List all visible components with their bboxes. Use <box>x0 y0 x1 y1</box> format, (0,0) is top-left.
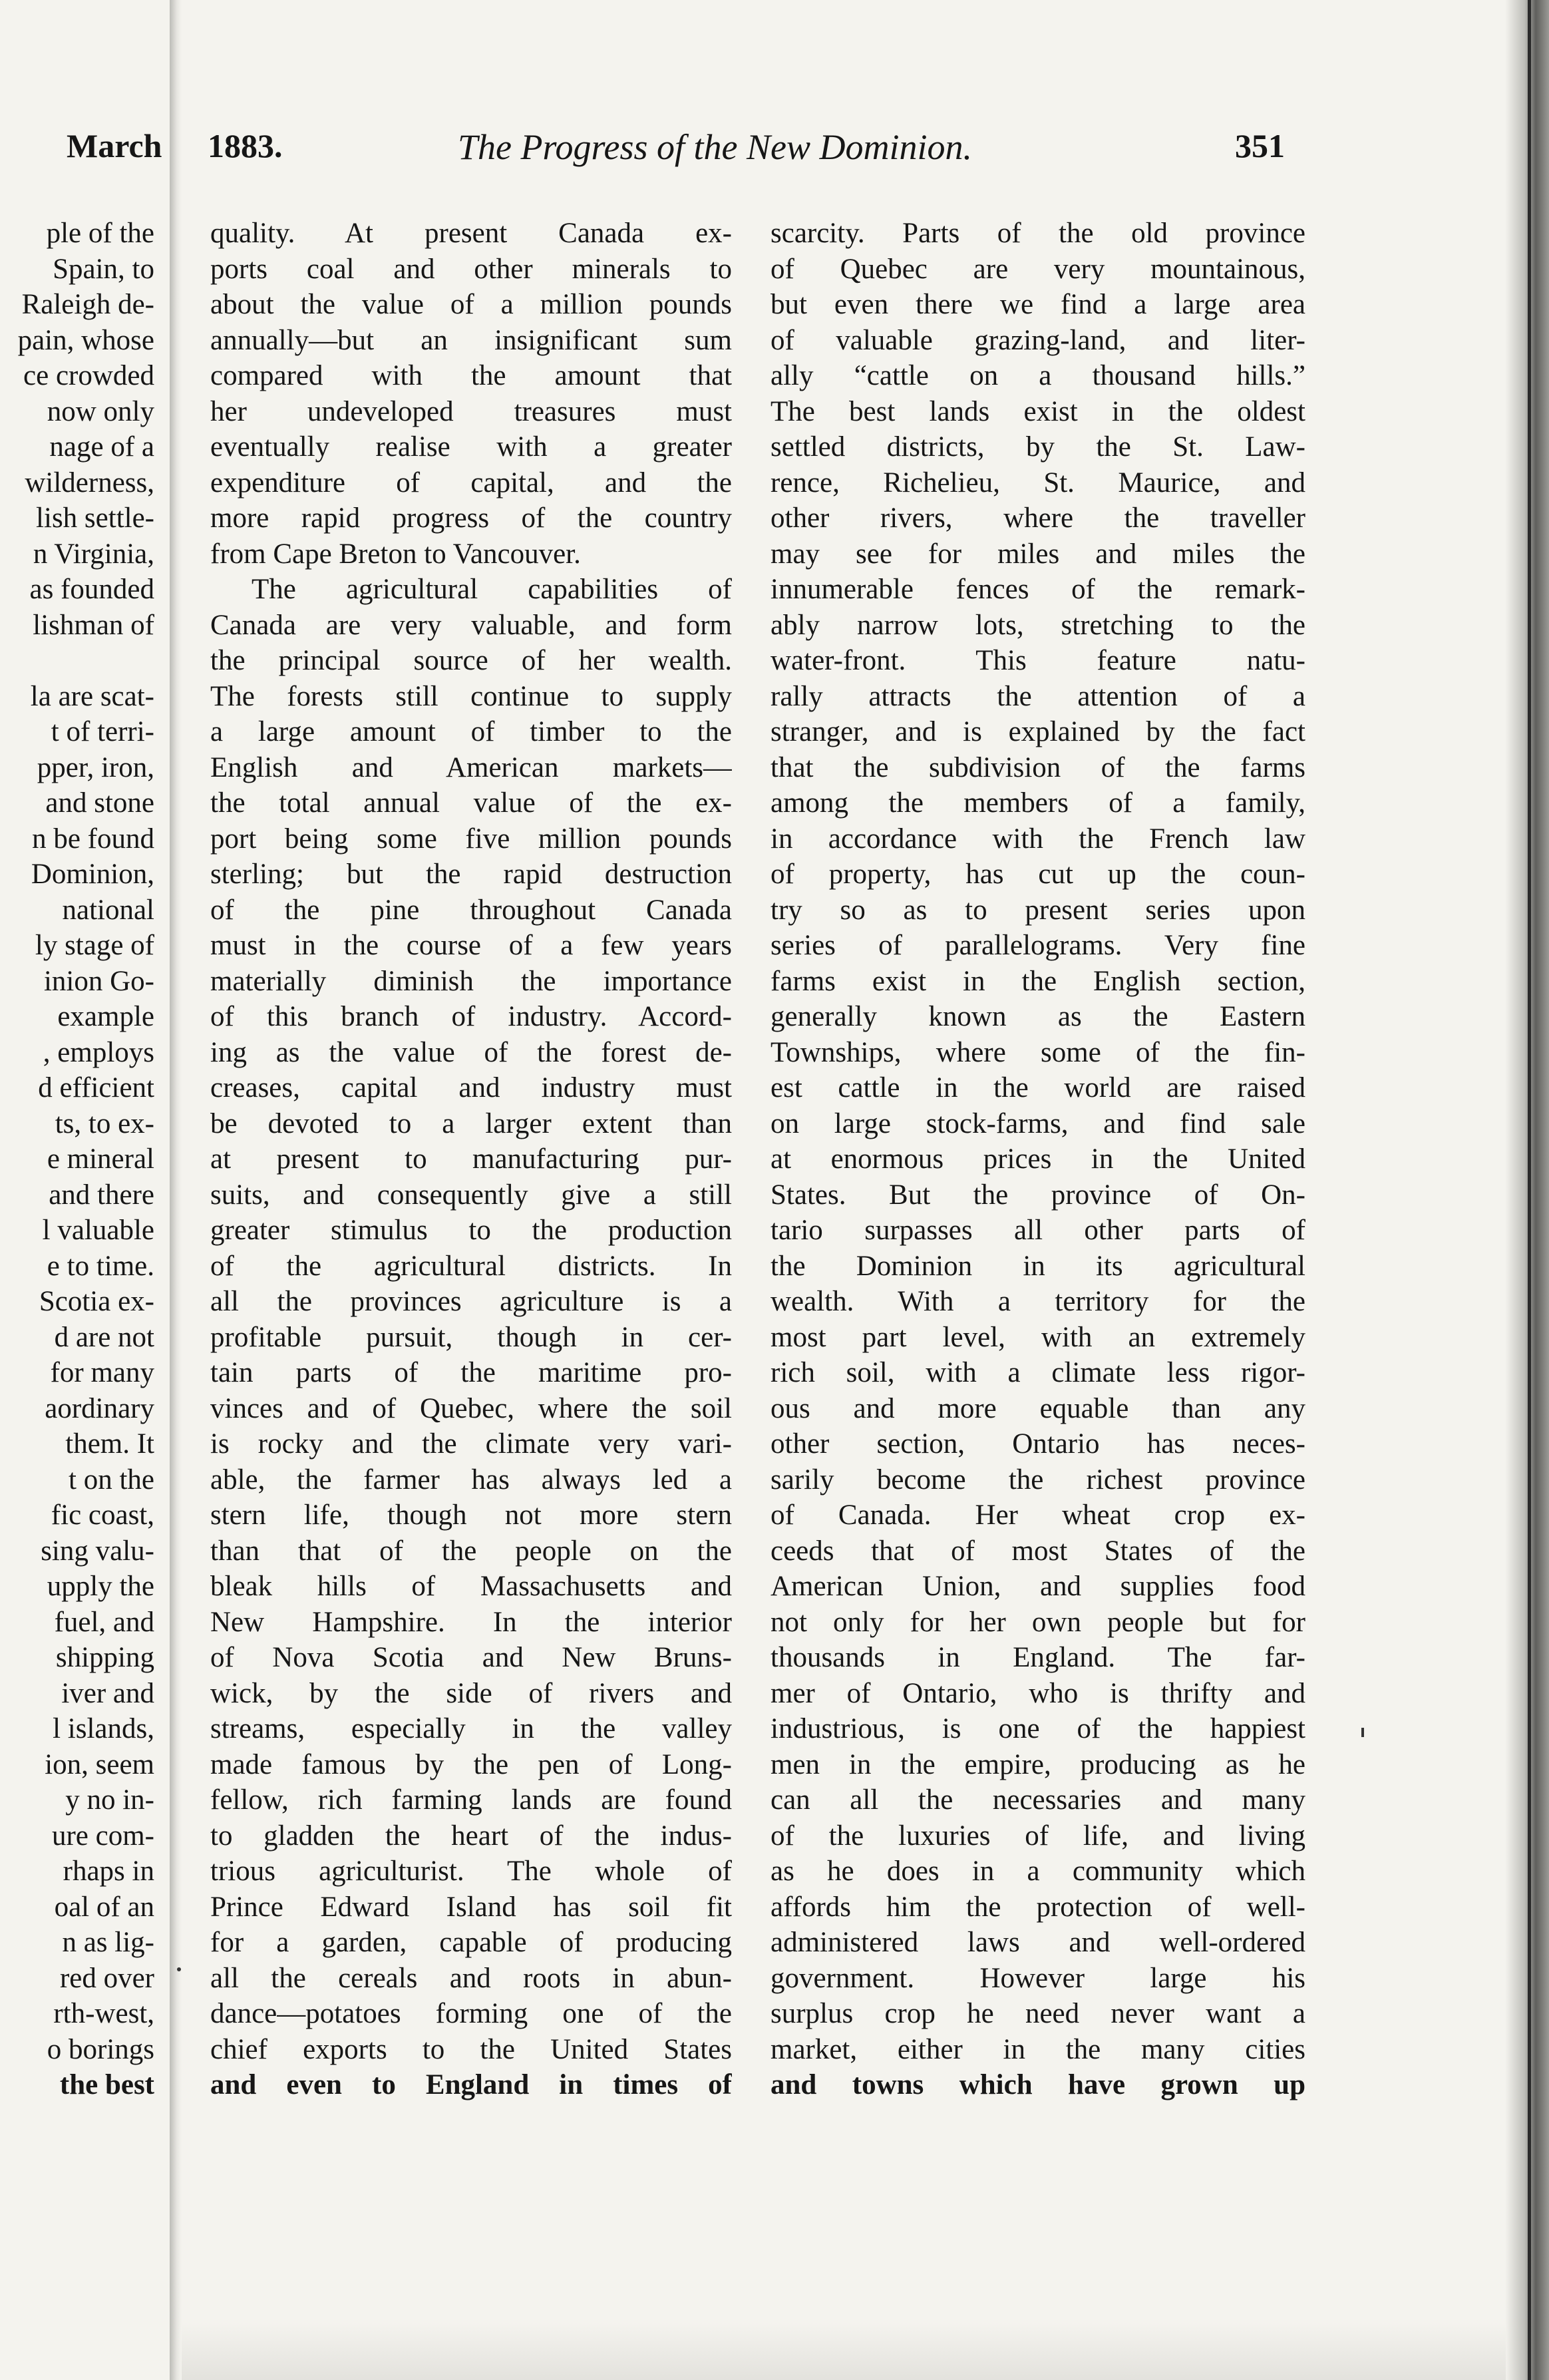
text-line: l valuable <box>42 1215 154 1246</box>
text-line: water-front. This feature natu- <box>771 645 1305 676</box>
text-line: vinces and of Quebec, where the soil <box>210 1392 732 1424</box>
text-line: of Canada. Her wheat crop ex- <box>771 1499 1305 1531</box>
text-line: creases, capital and industry must <box>210 1072 732 1103</box>
text-line: industrious, is one of the happiest <box>771 1713 1305 1744</box>
page-edge-shadow <box>1505 0 1549 2380</box>
text-line: shipping <box>55 1642 154 1673</box>
text-line: market, either in the many cities <box>771 2033 1305 2065</box>
text-line: of the pine throughout Canada <box>210 894 732 926</box>
text-line: Townships, where some of the fin- <box>771 1036 1305 1068</box>
text-line: her undeveloped treasures must <box>210 395 732 427</box>
text-line: The agricultural capabilities of <box>252 574 732 605</box>
text-line: ce crowded <box>23 360 154 391</box>
text-line: nage of a <box>49 431 154 463</box>
text-line: most part level, with an extremely <box>771 1321 1305 1353</box>
text-line: the principal source of her wealth. <box>210 645 732 676</box>
text-line: compared with the amount that <box>210 360 732 391</box>
text-line: about the value of a million pounds <box>210 289 732 320</box>
page-edge-line <box>1528 0 1531 2380</box>
text-line: l islands, <box>53 1713 154 1744</box>
text-line: example <box>57 1001 154 1032</box>
text-line: sing valu- <box>41 1535 154 1567</box>
running-head-year: 1883. <box>208 127 283 164</box>
text-line: ure com- <box>51 1820 154 1852</box>
text-line: lish settle- <box>36 502 154 534</box>
text-line: sarily become the richest province <box>771 1464 1305 1495</box>
text-line: red over <box>59 1962 154 1994</box>
text-line: d are not <box>54 1321 154 1353</box>
text-line: of the agricultural districts. In <box>210 1250 732 1282</box>
text-line: materially diminish the importance <box>210 965 732 997</box>
text-line: e to time. <box>47 1250 154 1282</box>
text-line: affords him the protection of well- <box>771 1891 1305 1923</box>
text-line: generally known as the Eastern <box>771 1001 1305 1032</box>
text-line: of property, has cut up the coun- <box>771 859 1305 890</box>
text-line: fuel, and <box>54 1606 154 1638</box>
text-line: rhaps in <box>63 1856 154 1887</box>
text-line: farms exist in the English section, <box>771 965 1305 997</box>
text-line: stern life, though not more stern <box>210 1499 732 1531</box>
text-line: other rivers, where the traveller <box>771 502 1305 534</box>
running-head-title: The Progress of the New Dominion. <box>458 127 972 167</box>
page-number: 351 <box>1235 127 1285 164</box>
text-line: lishman of <box>33 609 154 641</box>
text-line: from Cape Breton to Vancouver. <box>210 538 581 570</box>
text-line: of this branch of industry. Accord- <box>210 1001 732 1032</box>
text-line: at enormous prices in the United <box>771 1143 1305 1175</box>
text-line: may see for miles and miles the <box>771 538 1305 570</box>
text-line: the Dominion in its agricultural <box>771 1250 1305 1282</box>
text-line: streams, especially in the valley <box>210 1713 732 1744</box>
text-line: try so as to present series upon <box>771 894 1305 926</box>
text-line: English and American markets— <box>210 751 732 783</box>
text-line: tain parts of the maritime pro- <box>210 1357 732 1388</box>
margin-speck <box>177 1967 181 1971</box>
text-line: n Virginia, <box>33 538 154 570</box>
text-line: ing as the value of the forest de- <box>210 1036 732 1068</box>
text-line: suits, and consequently give a still <box>210 1179 732 1211</box>
text-line: able, the farmer has always led a <box>210 1464 732 1495</box>
text-line <box>0 643 154 679</box>
text-line: of valuable grazing-land, and liter- <box>771 324 1305 356</box>
text-line: tario surpasses all other parts of <box>771 1215 1305 1246</box>
text-line: Scotia ex- <box>39 1286 154 1317</box>
text-line: Spain, to <box>53 253 154 285</box>
text-line: of the luxuries of life, and living <box>771 1820 1305 1852</box>
text-line: rth-west, <box>53 1998 154 2029</box>
text-line: eventually realise with a greater <box>210 431 732 463</box>
text-line: surplus crop he need never want a <box>771 1998 1305 2029</box>
text-line: ous and more equable than any <box>771 1392 1305 1424</box>
text-line: upply the <box>47 1571 154 1602</box>
text-line: thousands in England. The far- <box>771 1642 1305 1673</box>
text-line: can all the necessaries and many <box>771 1784 1305 1816</box>
text-line: of Quebec are very mountainous, <box>771 253 1305 285</box>
text-line: rally attracts the attention of a <box>771 680 1305 712</box>
text-line: national <box>62 894 154 926</box>
text-line: Dominion, <box>31 859 154 890</box>
text-line: at present to manufacturing pur- <box>210 1143 732 1175</box>
text-line: on large stock-farms, and find sale <box>771 1107 1305 1139</box>
text-line: wealth. With a territory for the <box>771 1286 1305 1317</box>
text-line: scarcity. Parts of the old province <box>771 218 1305 249</box>
text-line: ably narrow lots, stretching to the <box>771 609 1305 641</box>
text-line: quality. At present Canada ex- <box>210 218 732 249</box>
text-line: of Nova Scotia and New Bruns- <box>210 1642 732 1673</box>
text-line: and even to England in times of <box>210 2069 732 2100</box>
text-line: fic coast, <box>51 1499 154 1531</box>
text-line: administered laws and well-ordered <box>771 1927 1305 1958</box>
text-line: ally “cattle on a thousand hills.” <box>771 360 1305 391</box>
text-line: pain, whose <box>17 324 154 356</box>
text-column-two <box>771 216 1305 2103</box>
text-line: stranger, and is explained by the fact <box>771 716 1305 747</box>
text-line: must in the course of a few years <box>210 930 732 961</box>
previous-page-fragment-column <box>0 216 154 2103</box>
text-line: iver and <box>61 1677 154 1709</box>
text-line: mer of Ontario, who is thrifty and <box>771 1677 1305 1709</box>
text-line: inion Go- <box>43 965 154 997</box>
text-line: t on the <box>69 1464 154 1495</box>
text-line: ple of the <box>46 218 154 249</box>
text-line: other section, Ontario has neces- <box>771 1428 1305 1460</box>
text-line: est cattle in the world are raised <box>771 1072 1305 1103</box>
text-line: oal of an <box>54 1891 154 1923</box>
text-line: all the provinces agriculture is a <box>210 1286 732 1317</box>
text-column-one <box>210 216 732 2103</box>
binding-gutter <box>170 0 182 2380</box>
text-line: e mineral <box>47 1143 154 1175</box>
text-line: and stone <box>45 787 154 819</box>
text-line: ts, to ex- <box>55 1107 154 1139</box>
text-line: dance—potatoes forming one of the <box>210 1998 732 2029</box>
text-line: Prince Edward Island has soil fit <box>210 1891 732 1923</box>
text-line: wick, by the side of rivers and <box>210 1677 732 1709</box>
text-line: made famous by the pen of Long- <box>210 1748 732 1780</box>
text-line: for a garden, capable of producing <box>210 1927 732 1958</box>
text-line: bleak hills of Massachusetts and <box>210 1571 732 1602</box>
text-line: not only for her own people but for <box>771 1606 1305 1638</box>
text-line: port being some five million pounds <box>210 823 732 855</box>
text-line: n be found <box>32 823 154 855</box>
text-line: and towns which have grown up <box>771 2069 1305 2100</box>
text-line: for many <box>50 1357 154 1388</box>
text-line: t of terri- <box>51 716 154 747</box>
text-line: in accordance with the French law <box>771 823 1305 855</box>
text-line: expenditure of capital, and the <box>210 467 732 498</box>
text-line: States. But the province of On- <box>771 1179 1305 1211</box>
text-line: Raleigh de- <box>21 289 154 320</box>
running-head-month: March <box>67 127 162 164</box>
text-line: them. It <box>65 1428 154 1460</box>
text-line: trious agriculturist. The whole of <box>210 1856 732 1887</box>
text-line: be devoted to a larger extent than <box>210 1107 732 1139</box>
text-line: New Hampshire. In the interior <box>210 1606 732 1638</box>
text-line: profitable pursuit, though in cer- <box>210 1321 732 1353</box>
text-line: Canada are very valuable, and form <box>210 609 732 641</box>
text-line: y no in- <box>65 1784 154 1816</box>
text-line: wilderness, <box>25 467 154 498</box>
page-bottom-margin <box>182 2323 1506 2380</box>
text-line: fellow, rich farming lands are found <box>210 1784 732 1816</box>
text-line: and there <box>49 1179 154 1211</box>
text-line: The best lands exist in the oldest <box>771 395 1305 427</box>
text-line: a large amount of timber to the <box>210 716 732 747</box>
text-line: ly stage of <box>35 930 154 961</box>
text-line: annually—but an insignificant sum <box>210 324 732 356</box>
text-line: government. However large his <box>771 1962 1305 1994</box>
text-line: than that of the people on the <box>210 1535 732 1567</box>
text-line: chief exports to the United States <box>210 2033 732 2065</box>
text-line: rich soil, with a climate less rigor- <box>771 1357 1305 1388</box>
text-line: to gladden the heart of the indus- <box>210 1820 732 1852</box>
text-line: among the members of a family, <box>771 787 1305 819</box>
text-line: men in the empire, producing as he <box>771 1748 1305 1780</box>
text-line: innumerable fences of the remark- <box>771 574 1305 605</box>
text-line: ceeds that of most States of the <box>771 1535 1305 1567</box>
text-line: sterling; but the rapid destruction <box>210 859 732 890</box>
text-line: now only <box>47 395 154 427</box>
text-line: d efficient <box>38 1072 154 1103</box>
text-line: as he does in a community which <box>771 1856 1305 1887</box>
text-line: the total annual value of the ex- <box>210 787 732 819</box>
text-line: n as lig- <box>62 1927 154 1958</box>
text-line: settled districts, by the St. Law- <box>771 431 1305 463</box>
text-line: American Union, and supplies food <box>771 1571 1305 1602</box>
text-line: but even there we find a large area <box>771 289 1305 320</box>
text-line: as founded <box>29 574 154 605</box>
text-line: la are scat- <box>30 680 154 712</box>
text-line: aordinary <box>45 1392 154 1424</box>
text-line: rence, Richelieu, St. Maurice, and <box>771 467 1305 498</box>
text-line: the best <box>59 2069 154 2100</box>
text-line: , employs <box>43 1036 154 1068</box>
text-line: The forests still continue to supply <box>210 680 732 712</box>
text-line: series of parallelograms. Very fine <box>771 930 1305 961</box>
text-line: greater stimulus to the production <box>210 1215 732 1246</box>
text-line: ion, seem <box>45 1748 154 1780</box>
text-line: o borings <box>47 2033 154 2065</box>
text-line: more rapid progress of the country <box>210 502 732 534</box>
text-line: all the cereals and roots in abun- <box>210 1962 732 1994</box>
text-line: pper, iron, <box>37 751 154 783</box>
margin-speck <box>1361 1728 1364 1737</box>
text-line: that the subdivision of the farms <box>771 751 1305 783</box>
text-line: is rocky and the climate very vari- <box>210 1428 732 1460</box>
text-line: ports coal and other minerals to <box>210 253 732 285</box>
